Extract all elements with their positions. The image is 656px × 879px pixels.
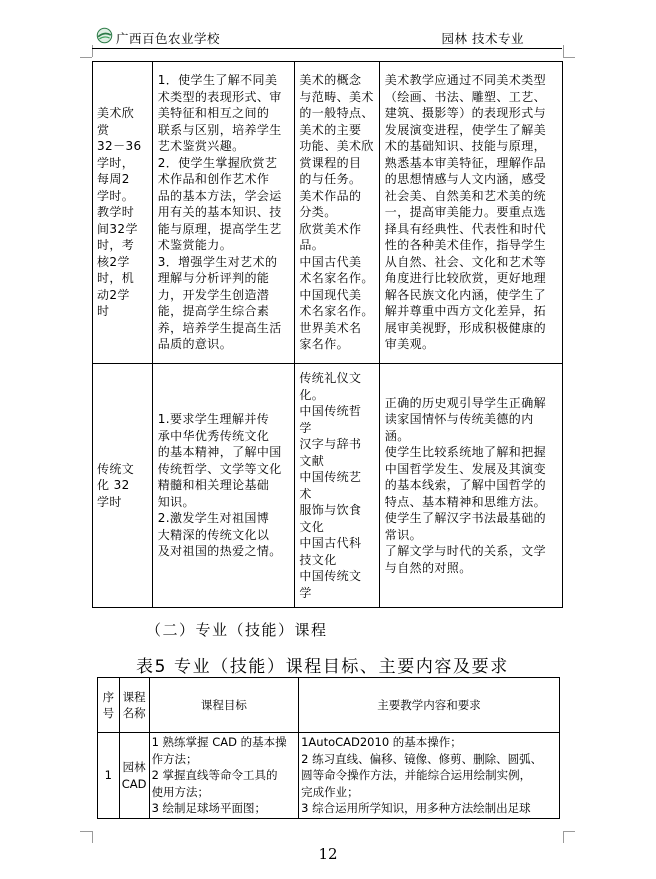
cell-line: 中国传统艺 bbox=[299, 470, 362, 484]
cell-line: 2．使学生掌握欣赏艺 bbox=[157, 155, 278, 170]
cell-line: 艺术鉴赏兴趣。 bbox=[157, 139, 245, 154]
cell-line: （绘画、书法、雕塑、工艺、 bbox=[384, 89, 546, 104]
cell-line: 承中华优秀传统文化 bbox=[157, 428, 270, 443]
school-name: 广西百色农业学校 bbox=[116, 31, 221, 46]
cell-line: 学时。 bbox=[97, 188, 135, 203]
course-goals-cell bbox=[152, 364, 295, 608]
table-caption: 表5 专业（技能）课程目标、主要内容及要求 bbox=[136, 657, 509, 677]
cell-line: 动2学 bbox=[97, 287, 130, 302]
cell-line: 读家国情怀与传统美德的内 bbox=[384, 412, 534, 427]
cell-line: 文化 bbox=[299, 519, 325, 534]
cell-line: 术作品和创作艺术作 bbox=[157, 172, 270, 187]
cell-line: 技文化 bbox=[299, 552, 337, 567]
cell-line: 术类型的表现形式、审 bbox=[157, 89, 282, 104]
crop-mark-bottom-right-h bbox=[563, 831, 575, 832]
crop-mark-top-right-h bbox=[563, 57, 575, 58]
cell-line: 从自然、社会、文化和艺术等 bbox=[384, 254, 546, 269]
cell-line: 赏课程的目 bbox=[299, 155, 362, 170]
table-header-row bbox=[98, 678, 560, 733]
page-number: 12 bbox=[318, 845, 338, 863]
table-row bbox=[93, 364, 563, 608]
cell-line: 序 bbox=[102, 689, 115, 704]
cell-line: 每周2 bbox=[97, 172, 130, 187]
course-goals-cell bbox=[152, 62, 295, 364]
cell-line: 名称 bbox=[122, 706, 146, 720]
cell-line: 的一般特点、 bbox=[299, 106, 374, 121]
cell-line: 与范畴、美术 bbox=[299, 89, 374, 104]
cell-line: CAD bbox=[121, 776, 147, 791]
cell-line: 2.激发学生对祖国博 bbox=[157, 511, 270, 526]
cell-line: 术名家名作。 bbox=[299, 271, 374, 286]
cell-line: 术鉴赏能力。 bbox=[157, 238, 233, 253]
crop-mark-bottom-left-v bbox=[92, 831, 93, 843]
cell-line: 核2学 bbox=[97, 254, 130, 269]
cell-line: 及对祖国的热爱之情。 bbox=[157, 544, 282, 559]
cell-line: 的基本精神，了解中国 bbox=[157, 445, 282, 460]
cell-line: 熟悉基本审美特征，理解作品 bbox=[384, 155, 546, 170]
general-course-table bbox=[92, 61, 563, 608]
row-goals-cell bbox=[149, 733, 299, 819]
cell-line: 品的基本方法，学会运 bbox=[157, 188, 282, 203]
cell-line: 1 熟练掌握 CAD 的基本操 bbox=[151, 735, 287, 750]
crop-mark-bottom-left-h bbox=[80, 831, 92, 832]
cell-line: 教学时 bbox=[97, 205, 135, 220]
cell-line: 3．增强学生对艺术的 bbox=[157, 254, 278, 269]
cell-line: 32－36 bbox=[97, 139, 142, 154]
cell-line: 展审美视野，形成积极健康的 bbox=[384, 320, 546, 335]
cell-line: 能，提高学生综合素 bbox=[157, 304, 270, 319]
cell-line: 号 bbox=[102, 706, 115, 720]
cell-line: 美术的概念 bbox=[299, 73, 362, 88]
cell-line: 2 掌握直线等命令工具的 bbox=[151, 768, 278, 783]
cell-line: 知识。 bbox=[157, 494, 195, 509]
major-name: 园林 技术专业 bbox=[441, 31, 524, 46]
professional-course-table bbox=[97, 677, 560, 819]
row-course-name-cell bbox=[119, 733, 149, 819]
cell-line: 中国哲学发生、发展及其演变 bbox=[384, 461, 546, 476]
cell-line: 世界美术名 bbox=[299, 320, 362, 335]
cell-line: 性的各种美术佳作，指导学生 bbox=[384, 238, 546, 253]
cell-line: 术的基础知识、技能与原理， bbox=[384, 139, 546, 154]
cell-line: 2 练习直线、偏移、镜像、修剪、删除、圆弧、 bbox=[301, 751, 543, 766]
cell-line: 的与任务。 bbox=[299, 172, 362, 187]
cell-line: 解并尊重中西方文化差异，拓 bbox=[384, 304, 546, 319]
cell-line: 常识。 bbox=[384, 527, 422, 542]
course-content-cell bbox=[295, 364, 379, 608]
cell-line: 用有关的基本知识、技 bbox=[157, 205, 282, 220]
cell-line: 正确的历史观引导学生正确解 bbox=[384, 395, 546, 410]
cell-line: 园林 bbox=[122, 760, 146, 774]
cell-line: 美术的主要 bbox=[299, 122, 362, 137]
cell-line: 学时 bbox=[97, 494, 122, 509]
cell-line: 解各民族文化内涵，使学生了 bbox=[384, 287, 546, 302]
cell-line: 3 绘制足球场平面图； bbox=[151, 801, 267, 816]
section-title: （二）专业（技能）课程 bbox=[146, 621, 328, 639]
cell-line: 特点、基本精神和思维方法。 bbox=[384, 494, 546, 509]
cell-line: 使学生比较系统地了解和把握 bbox=[384, 445, 546, 460]
cell-line: 理解与分析评判的能 bbox=[157, 271, 270, 286]
cell-line: 术 bbox=[299, 486, 312, 501]
course-name-cell bbox=[93, 364, 153, 608]
cell-line: 中国古代美 bbox=[299, 254, 362, 269]
crop-mark-bottom-right-v bbox=[563, 831, 564, 843]
cell-line: 与自然的对照。 bbox=[384, 560, 472, 575]
table-row bbox=[98, 733, 560, 819]
table-row bbox=[93, 62, 563, 364]
cell-line: 涵。 bbox=[384, 428, 410, 443]
cell-line: 汉字与辞书 bbox=[299, 437, 362, 451]
cell-line: 作方法； bbox=[151, 751, 198, 766]
crop-mark-top-right-v bbox=[563, 45, 564, 57]
header-course-goals: 课程目标 bbox=[149, 678, 299, 733]
cell-line: 学时， bbox=[97, 155, 135, 170]
cell-line: 的基本线索，了解中国哲学的 bbox=[384, 478, 546, 493]
cell-line: 化 32 bbox=[97, 478, 130, 493]
cell-line: 力，开发学生创造潜 bbox=[157, 287, 270, 302]
cell-line: 角度进行比较欣赏，更好地理 bbox=[384, 271, 546, 286]
cell-line: 大精深的传统文化以 bbox=[157, 527, 270, 542]
cell-line: 联系与区别，培养学生 bbox=[157, 122, 282, 137]
row-content-cell bbox=[299, 733, 560, 819]
course-content-cell bbox=[295, 62, 379, 364]
cell-line: 中国传统哲 bbox=[299, 404, 362, 418]
header-index bbox=[98, 678, 120, 733]
cell-line: 美术欣 bbox=[97, 106, 135, 121]
cell-line: 家名作。 bbox=[299, 337, 349, 352]
cell-line: 完成作业； bbox=[301, 784, 359, 799]
cell-line: 1.要求学生理解并传 bbox=[157, 412, 270, 427]
cell-line: 一，提高审美能力。要重点选 bbox=[384, 205, 546, 220]
cell-line: 美术作品的 bbox=[299, 188, 362, 203]
cell-line: 品。 bbox=[299, 238, 325, 253]
cell-line: 圆等命令操作方法，并能综合运用绘制实例， bbox=[301, 768, 532, 783]
cell-line: 发展演变进程，使学生了解美 bbox=[384, 122, 546, 137]
course-name-cell bbox=[93, 62, 153, 364]
cell-line: 择具有经典性、代表性和时代 bbox=[384, 221, 546, 236]
cell-line: 时，考 bbox=[97, 238, 135, 253]
header-course-name bbox=[119, 678, 149, 733]
cell-line: 建筑、摄影等）的表现形式与 bbox=[384, 106, 546, 121]
course-requirements-cell bbox=[379, 364, 562, 608]
cell-line: 的思想情感与人文内涵，感受 bbox=[384, 172, 546, 187]
school-logo-icon bbox=[96, 27, 113, 44]
cell-line: 学 bbox=[299, 420, 312, 435]
cell-line: 课程 bbox=[122, 689, 146, 704]
cell-line: 学 bbox=[299, 585, 312, 600]
cell-line: 养，培养学生提高生活 bbox=[157, 320, 282, 335]
page-header bbox=[92, 24, 562, 49]
cell-line: 精髓和相关理论基础 bbox=[157, 478, 270, 493]
header-course-content: 主要教学内容和要求 bbox=[299, 678, 560, 733]
cell-line: 中国现代美 bbox=[299, 287, 362, 302]
crop-mark-top-left-h bbox=[80, 57, 92, 58]
cell-line: 赏 bbox=[97, 122, 110, 137]
cell-line: 中国古代科 bbox=[299, 536, 362, 550]
cell-line: 功能、美术欣 bbox=[299, 139, 374, 154]
cell-line: 时 bbox=[97, 304, 110, 319]
cell-line: 1AutoCAD2010 的基本操作； bbox=[301, 735, 462, 750]
cell-line: 品质的意识。 bbox=[157, 337, 233, 352]
cell-line: 文献 bbox=[299, 453, 325, 468]
cell-line: 能与原理，提高学生艺 bbox=[157, 221, 282, 236]
cell-line: 术名家名作。 bbox=[299, 304, 374, 319]
cell-line: 3 综合运用所学知识，用多种方法绘制出足球 bbox=[301, 801, 531, 816]
course-requirements-cell bbox=[379, 62, 562, 364]
cell-line: 使用方法； bbox=[151, 784, 210, 799]
cell-line: 1．使学生了解不同美 bbox=[157, 73, 278, 88]
cell-line: 美特征和相互之间的 bbox=[157, 106, 270, 121]
cell-line: 使学生了解汉字书法最基础的 bbox=[384, 511, 546, 526]
cell-line: 分类。 bbox=[299, 205, 337, 220]
cell-line: 时，机 bbox=[97, 271, 135, 286]
cell-line: 社会美、自然美和艺术美的统 bbox=[384, 188, 546, 203]
cell-line: 服饰与饮食 bbox=[299, 503, 362, 517]
cell-line: 欣赏美术作 bbox=[299, 221, 362, 236]
cell-line: 化。 bbox=[299, 387, 325, 402]
cell-line: 间32学 bbox=[97, 221, 138, 236]
cell-line: 传统文 bbox=[97, 461, 135, 476]
cell-line: 中国传统文 bbox=[299, 569, 362, 583]
cell-line: 传统礼仪文 bbox=[299, 371, 362, 385]
cell-line: 美术教学应通过不同美术类型 bbox=[384, 73, 546, 88]
cell-line: 了解文学与时代的关系，文学 bbox=[384, 544, 546, 559]
cell-line: 传统哲学、文学等文化 bbox=[157, 461, 282, 476]
cell-line: 审美观。 bbox=[384, 337, 435, 352]
row-index-cell: 1 bbox=[98, 733, 120, 819]
